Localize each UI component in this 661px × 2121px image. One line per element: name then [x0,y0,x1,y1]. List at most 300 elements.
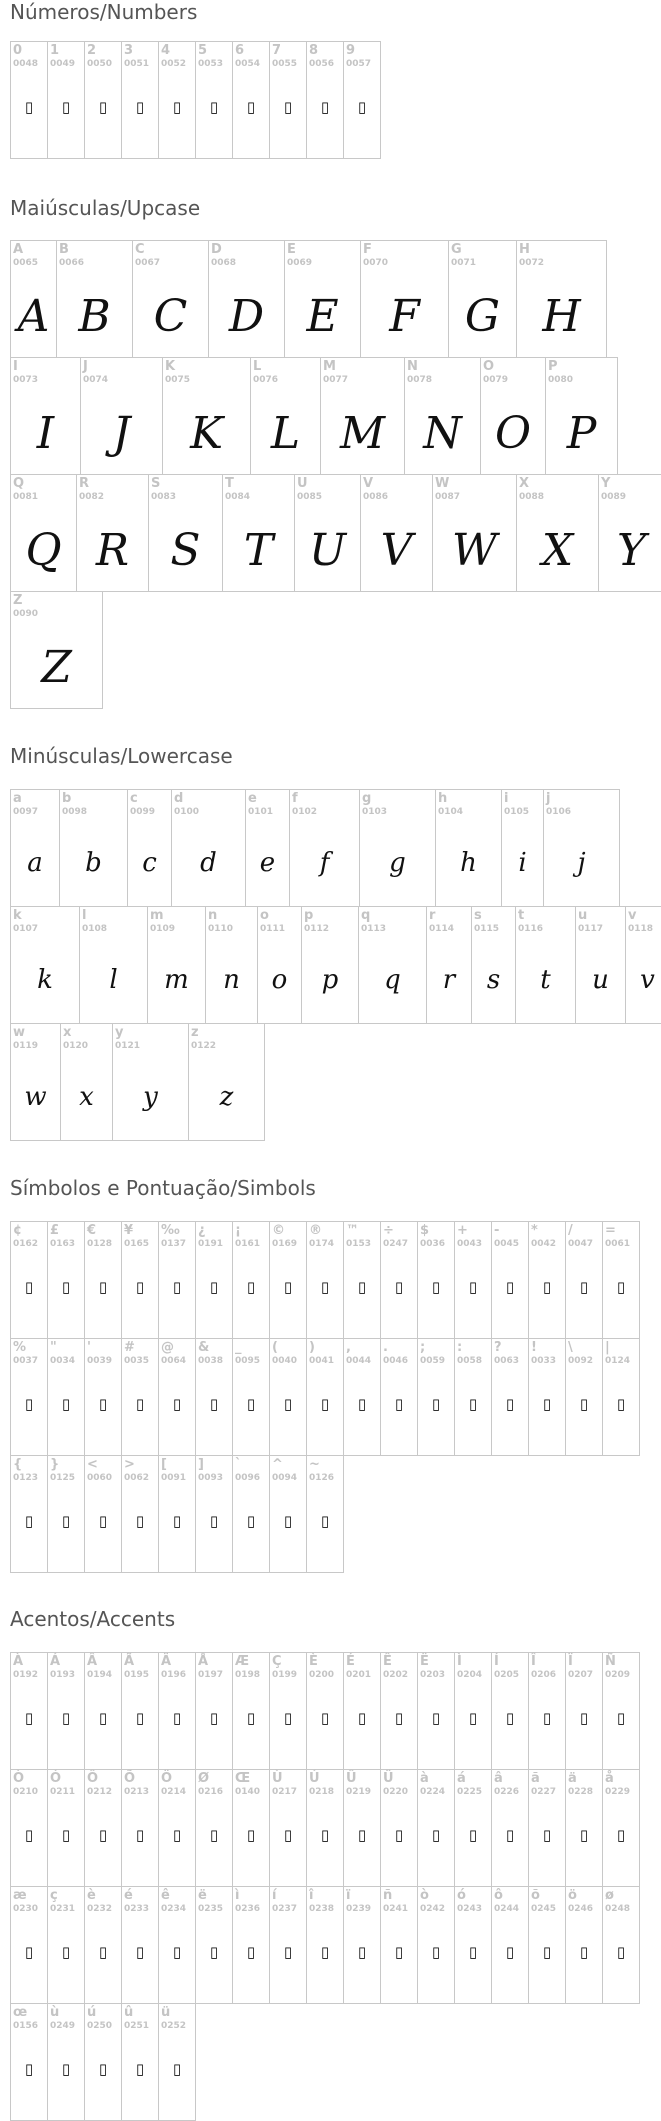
glyph-preview: U [308,525,347,576]
glyph-code-label: 0055 [272,59,298,69]
glyph-code-label: 0033 [531,1356,557,1366]
glyph-char-label: ÷ [383,1223,394,1238]
missing-glyph-box: ▯ [172,2060,182,2078]
glyph-code-label: 0069 [287,258,313,268]
missing-glyph-box: ▯ [61,1826,71,1844]
glyph-char-label: ï [346,1888,351,1903]
glyph-code-label: 0107 [13,924,39,934]
glyph-char-label: ^ [272,1457,283,1472]
glyph-cell [121,1338,159,1456]
glyph-char-label: 6 [235,43,245,58]
glyph-char-label: ! [531,1340,537,1355]
glyph-char-label: ô [494,1888,503,1903]
glyph-cell [380,1221,418,1339]
glyph-char-label: 3 [124,43,134,58]
glyph-cell [343,1221,381,1339]
glyph-cell [306,1652,344,1770]
glyph-cell [343,1769,381,1887]
glyph-preview: D [228,291,265,342]
missing-glyph-box: ▯ [172,1512,182,1530]
glyph-char-label: Ç [272,1654,282,1669]
glyph-cell [158,1221,196,1339]
missing-glyph-box: ▯ [394,1395,404,1413]
glyph-code-label: 0057 [346,59,372,69]
glyph-cell [10,357,81,475]
glyph-code-label: 0088 [519,492,545,502]
glyph-cell [359,789,436,907]
missing-glyph-box: ▯ [24,1395,34,1413]
glyph-code-label: 0199 [272,1670,298,1680]
glyph-char-label: % [13,1340,27,1355]
glyph-cell [188,1023,265,1141]
glyph-char-label: W [435,476,450,491]
glyph-code-label: 0117 [578,924,604,934]
glyph-char-label: - [494,1223,500,1238]
glyph-cell [10,1023,61,1141]
glyph-code-label: 0128 [87,1239,113,1249]
glyph-char-label: ¿ [198,1223,206,1238]
glyph-preview: A [17,291,50,342]
missing-glyph-box: ▯ [98,1709,108,1727]
glyph-cell [158,1652,196,1770]
missing-glyph-box: ▯ [98,2060,108,2078]
glyph-char-label: $ [420,1223,430,1238]
glyph-cell [269,41,307,159]
glyph-code-label: 0245 [531,1904,557,1914]
glyph-cell [491,1886,529,2004]
glyph-char-label: ¡ [235,1223,241,1238]
glyph-cell [417,1652,455,1770]
section-title-upcase: Maiúsculas/Upcase [10,196,201,220]
glyph-cell [121,41,159,159]
glyph-code-label: 0218 [309,1787,335,1797]
glyph-cell [158,1886,196,2004]
missing-glyph-box: ▯ [320,1278,330,1296]
glyph-char-label: É [346,1654,355,1669]
missing-glyph-box: ▯ [283,1709,293,1727]
glyph-char-label: g [362,791,372,806]
glyph-char-label: o [260,908,269,923]
glyph-code-label: 0227 [531,1787,557,1797]
glyph-cell [269,1769,307,1887]
glyph-code-label: 0050 [87,59,113,69]
glyph-cell [148,474,223,592]
glyph-cell [245,789,290,907]
missing-glyph-box: ▯ [357,98,367,116]
glyph-char-label: O [483,359,495,374]
glyph-code-label: 0226 [494,1787,520,1797]
glyph-char-label: j [546,791,551,806]
glyph-cell [79,906,148,1024]
missing-glyph-box: ▯ [172,1395,182,1413]
glyph-preview: r [442,965,456,995]
glyph-code-label: 0062 [124,1473,150,1483]
glyph-code-label: 0237 [272,1904,298,1914]
glyph-code-label: 0195 [124,1670,150,1680]
missing-glyph-box: ▯ [505,1709,515,1727]
glyph-char-label: õ [531,1888,540,1903]
glyph-cell [158,2003,196,2121]
missing-glyph-box: ▯ [172,98,182,116]
glyph-code-label: 0153 [346,1239,372,1249]
glyph-cell [121,2003,159,2121]
glyph-preview: Y [616,525,647,576]
missing-glyph-box: ▯ [542,1943,552,1961]
glyph-code-label: 0250 [87,2021,113,2031]
glyph-preview: s [486,965,501,995]
glyph-code-label: 0109 [150,924,176,934]
glyph-cell [598,474,661,592]
missing-glyph-box: ▯ [283,1826,293,1844]
glyph-char-label: ¥ [124,1223,134,1238]
missing-glyph-box: ▯ [431,1709,441,1727]
glyph-cell [232,1221,270,1339]
glyph-char-label: H [519,242,530,257]
missing-glyph-box: ▯ [468,1826,478,1844]
glyph-char-label: ç [50,1888,58,1903]
glyph-char-label: æ [13,1888,27,1903]
glyph-preview: x [79,1082,94,1112]
glyph-char-label: J [83,359,88,374]
glyph-cell [380,1338,418,1456]
glyph-preview: M [339,408,386,459]
glyph-char-label: À [13,1654,24,1669]
glyph-cell [84,1769,122,1887]
glyph-char-label: R [79,476,90,491]
glyph-char-label: © [272,1223,285,1238]
glyph-cell [80,357,163,475]
glyph-code-label: 0035 [124,1356,150,1366]
glyph-char-label: Õ [124,1771,136,1786]
glyph-char-label: _ [235,1340,242,1355]
glyph-char-label: Á [50,1654,61,1669]
missing-glyph-box: ▯ [135,1278,145,1296]
glyph-cell [269,1886,307,2004]
glyph-code-label: 0105 [504,807,530,817]
glyph-code-label: 0072 [519,258,545,268]
glyph-char-label: w [13,1025,26,1040]
glyph-char-label: Û [346,1771,357,1786]
missing-glyph-box: ▯ [579,1943,589,1961]
glyph-char-label: í [272,1888,277,1903]
missing-glyph-box: ▯ [468,1278,478,1296]
glyph-char-label: û [124,2005,134,2020]
glyph-cell [435,789,502,907]
missing-glyph-box: ▯ [431,1826,441,1844]
glyph-code-label: 0169 [272,1239,298,1249]
glyph-cell [602,1221,640,1339]
glyph-code-label: 0239 [346,1904,372,1914]
glyph-char-label: ê [161,1888,170,1903]
glyph-preview: u [592,965,609,995]
missing-glyph-box: ▯ [24,1278,34,1296]
glyph-code-label: 0174 [309,1239,335,1249]
glyph-char-label: Å [198,1654,209,1669]
glyph-code-label: 0063 [494,1356,520,1366]
glyph-code-label: 0052 [161,59,187,69]
glyph-cell [158,1455,196,1573]
missing-glyph-box: ▯ [98,1826,108,1844]
glyph-code-label: 0040 [272,1356,298,1366]
missing-glyph-box: ▯ [357,1395,367,1413]
glyph-cell [47,41,85,159]
glyph-char-label: è [87,1888,96,1903]
glyph-code-label: 0047 [568,1239,594,1249]
glyph-cell [306,41,344,159]
glyph-char-label: ` [235,1457,242,1472]
missing-glyph-box: ▯ [468,1709,478,1727]
glyph-char-label: u [578,908,588,923]
glyph-char-label: V [363,476,374,491]
missing-glyph-box: ▯ [357,1943,367,1961]
missing-glyph-box: ▯ [246,1278,256,1296]
glyph-char-label: 0 [13,43,23,58]
glyph-code-label: 0081 [13,492,39,502]
glyph-cell [10,1455,48,1573]
glyph-cell [205,906,258,1024]
glyph-code-label: 0140 [235,1787,261,1797]
glyph-code-label: 0099 [130,807,156,817]
glyph-char-label: . [383,1340,388,1355]
glyph-preview: i [518,848,527,878]
glyph-cell [257,906,302,1024]
glyph-char-label: d [174,791,184,806]
glyph-code-label: 0097 [13,807,39,817]
glyph-code-label: 0224 [420,1787,446,1797]
glyph-code-label: 0110 [208,924,234,934]
glyph-preview: H [542,291,581,342]
glyph-code-label: 0193 [50,1670,76,1680]
missing-glyph-box: ▯ [283,1278,293,1296]
glyph-cell [10,789,60,907]
glyph-cell [84,1886,122,2004]
missing-glyph-box: ▯ [246,1826,256,1844]
glyph-cell [602,1652,640,1770]
glyph-code-label: 0163 [50,1239,76,1249]
glyph-preview: d [200,848,217,878]
glyph-cell [602,1338,640,1456]
missing-glyph-box: ▯ [542,1826,552,1844]
glyph-code-label: 0238 [309,1904,335,1914]
glyph-cell [158,1338,196,1456]
glyph-cell [121,1769,159,1887]
section-title-numbers: Números/Numbers [10,0,198,24]
glyph-code-label: 0079 [483,375,509,385]
glyph-code-label: 0137 [161,1239,187,1249]
glyph-char-label: t [518,908,525,923]
glyph-char-label: ) [309,1340,315,1355]
missing-glyph-box: ▯ [320,1709,330,1727]
glyph-cell [565,1338,603,1456]
missing-glyph-box: ▯ [209,1943,219,1961]
glyph-code-label: 0064 [161,1356,187,1366]
glyph-char-label: h [438,791,448,806]
glyph-cell [269,1338,307,1456]
glyph-char-label: G [451,242,462,257]
glyph-char-label: 7 [272,43,282,58]
glyph-cell [306,1886,344,2004]
missing-glyph-box: ▯ [246,1512,256,1530]
glyph-char-label: Ñ [605,1654,616,1669]
glyph-code-label: 0231 [50,1904,76,1914]
missing-glyph-box: ▯ [135,1709,145,1727]
glyph-code-label: 0051 [124,59,150,69]
glyph-cell [162,357,251,475]
glyph-preview: j [577,848,586,878]
glyph-char-label: Ò [13,1771,25,1786]
glyph-cell [343,1338,381,1456]
glyph-char-label: Ø [198,1771,210,1786]
glyph-char-label: ó [457,1888,466,1903]
glyph-cell [602,1886,640,2004]
glyph-char-label: ™ [346,1223,359,1238]
glyph-code-label: 0121 [115,1041,141,1051]
glyph-preview: w [24,1082,47,1112]
glyph-char-label: ¢ [13,1223,23,1238]
glyph-char-label: 1 [50,43,60,58]
glyph-code-label: 0194 [87,1670,113,1680]
glyph-cell [84,1221,122,1339]
glyph-code-label: 0061 [605,1239,631,1249]
glyph-cell [491,1338,529,1456]
glyph-cell [343,41,381,159]
glyph-char-label: ä [568,1771,577,1786]
glyph-cell [454,1338,492,1456]
glyph-cell [417,1886,455,2004]
missing-glyph-box: ▯ [616,1278,626,1296]
glyph-cell [516,474,599,592]
glyph-preview: F [389,291,420,342]
glyph-cell [471,906,516,1024]
glyph-cell [306,1455,344,1573]
glyph-code-label: 0103 [362,807,388,817]
missing-glyph-box: ▯ [135,2060,145,2078]
glyph-char-label: ( [272,1340,278,1355]
missing-glyph-box: ▯ [616,1709,626,1727]
glyph-code-label: 0216 [198,1787,224,1797]
missing-glyph-box: ▯ [135,1943,145,1961]
glyph-char-label: Ü [383,1771,394,1786]
glyph-preview: p [321,965,339,995]
missing-glyph-box: ▯ [24,2060,34,2078]
glyph-code-label: 0242 [420,1904,446,1914]
glyph-char-label: £ [50,1223,60,1238]
glyph-char-label: E [287,242,296,257]
glyph-cell [545,357,618,475]
glyph-preview: e [259,848,276,878]
glyph-cell [565,1221,603,1339]
glyph-code-label: 0207 [568,1670,594,1680]
glyph-cell [426,906,472,1024]
glyph-code-label: 0078 [407,375,433,385]
glyph-code-label: 0198 [235,1670,261,1680]
missing-glyph-box: ▯ [246,98,256,116]
missing-glyph-box: ▯ [135,1512,145,1530]
glyph-cell [195,1652,233,1770]
glyph-preview: T [243,525,274,576]
glyph-char-label: : [457,1340,463,1355]
glyph-char-label: e [248,791,257,806]
glyph-code-label: 0191 [198,1239,224,1249]
glyph-code-label: 0156 [13,2021,39,2031]
glyph-cell [528,1221,566,1339]
glyph-code-label: 0042 [531,1239,557,1249]
missing-glyph-box: ▯ [98,98,108,116]
missing-glyph-box: ▯ [209,1709,219,1727]
missing-glyph-box: ▯ [394,1709,404,1727]
glyph-cell [47,2003,85,2121]
glyph-preview: I [36,408,55,459]
glyph-cell [112,1023,189,1141]
glyph-cell [625,906,661,1024]
glyph-code-label: 0123 [13,1473,39,1483]
glyph-code-label: 0213 [124,1787,150,1797]
glyph-cell [528,1886,566,2004]
glyph-char-label: å [605,1771,614,1786]
glyph-cell [76,474,149,592]
glyph-preview: t [540,965,551,995]
glyph-char-label: q [361,908,371,923]
glyph-code-label: 0243 [457,1904,483,1914]
glyph-code-label: 0036 [420,1239,446,1249]
glyph-cell [10,1338,48,1456]
glyph-cell [565,1652,603,1770]
glyph-char-label: ] [198,1457,204,1472]
glyph-cell [47,1455,85,1573]
glyph-preview: E [306,291,339,342]
glyph-char-label: c [130,791,138,806]
glyph-preview: b [85,848,102,878]
missing-glyph-box: ▯ [283,1395,293,1413]
missing-glyph-box: ▯ [505,1826,515,1844]
glyph-code-label: 0192 [13,1670,39,1680]
glyph-code-label: 0126 [309,1473,335,1483]
missing-glyph-box: ▯ [320,1826,330,1844]
missing-glyph-box: ▯ [98,1278,108,1296]
glyph-cell [269,1221,307,1339]
glyph-cell [565,1886,603,2004]
glyph-cell [158,41,196,159]
missing-glyph-box: ▯ [61,1512,71,1530]
glyph-char-label: # [124,1340,135,1355]
glyph-cell [480,357,546,475]
glyph-cell [195,1886,233,2004]
missing-glyph-box: ▯ [24,98,34,116]
glyph-cell [10,474,77,592]
glyph-code-label: 0077 [323,375,349,385]
glyph-code-label: 0251 [124,2021,150,2031]
glyph-preview: G [464,291,501,342]
glyph-char-label: È [309,1654,318,1669]
glyph-cell [47,1769,85,1887]
glyph-code-label: 0092 [568,1356,594,1366]
glyph-cell [232,1338,270,1456]
missing-glyph-box: ▯ [320,1943,330,1961]
glyph-code-label: 0043 [457,1239,483,1249]
glyph-cell [380,1886,418,2004]
glyph-char-label: | [605,1340,610,1355]
glyph-code-label: 0087 [435,492,461,502]
missing-glyph-box: ▯ [209,1512,219,1530]
missing-glyph-box: ▯ [246,1943,256,1961]
glyph-cell [306,1338,344,1456]
glyph-code-label: 0234 [161,1904,187,1914]
glyph-char-label: * [531,1223,538,1238]
glyph-preview: l [109,965,118,995]
glyph-code-label: 0220 [383,1787,409,1797]
glyph-code-label: 0204 [457,1670,483,1680]
glyph-char-label: / [568,1223,573,1238]
